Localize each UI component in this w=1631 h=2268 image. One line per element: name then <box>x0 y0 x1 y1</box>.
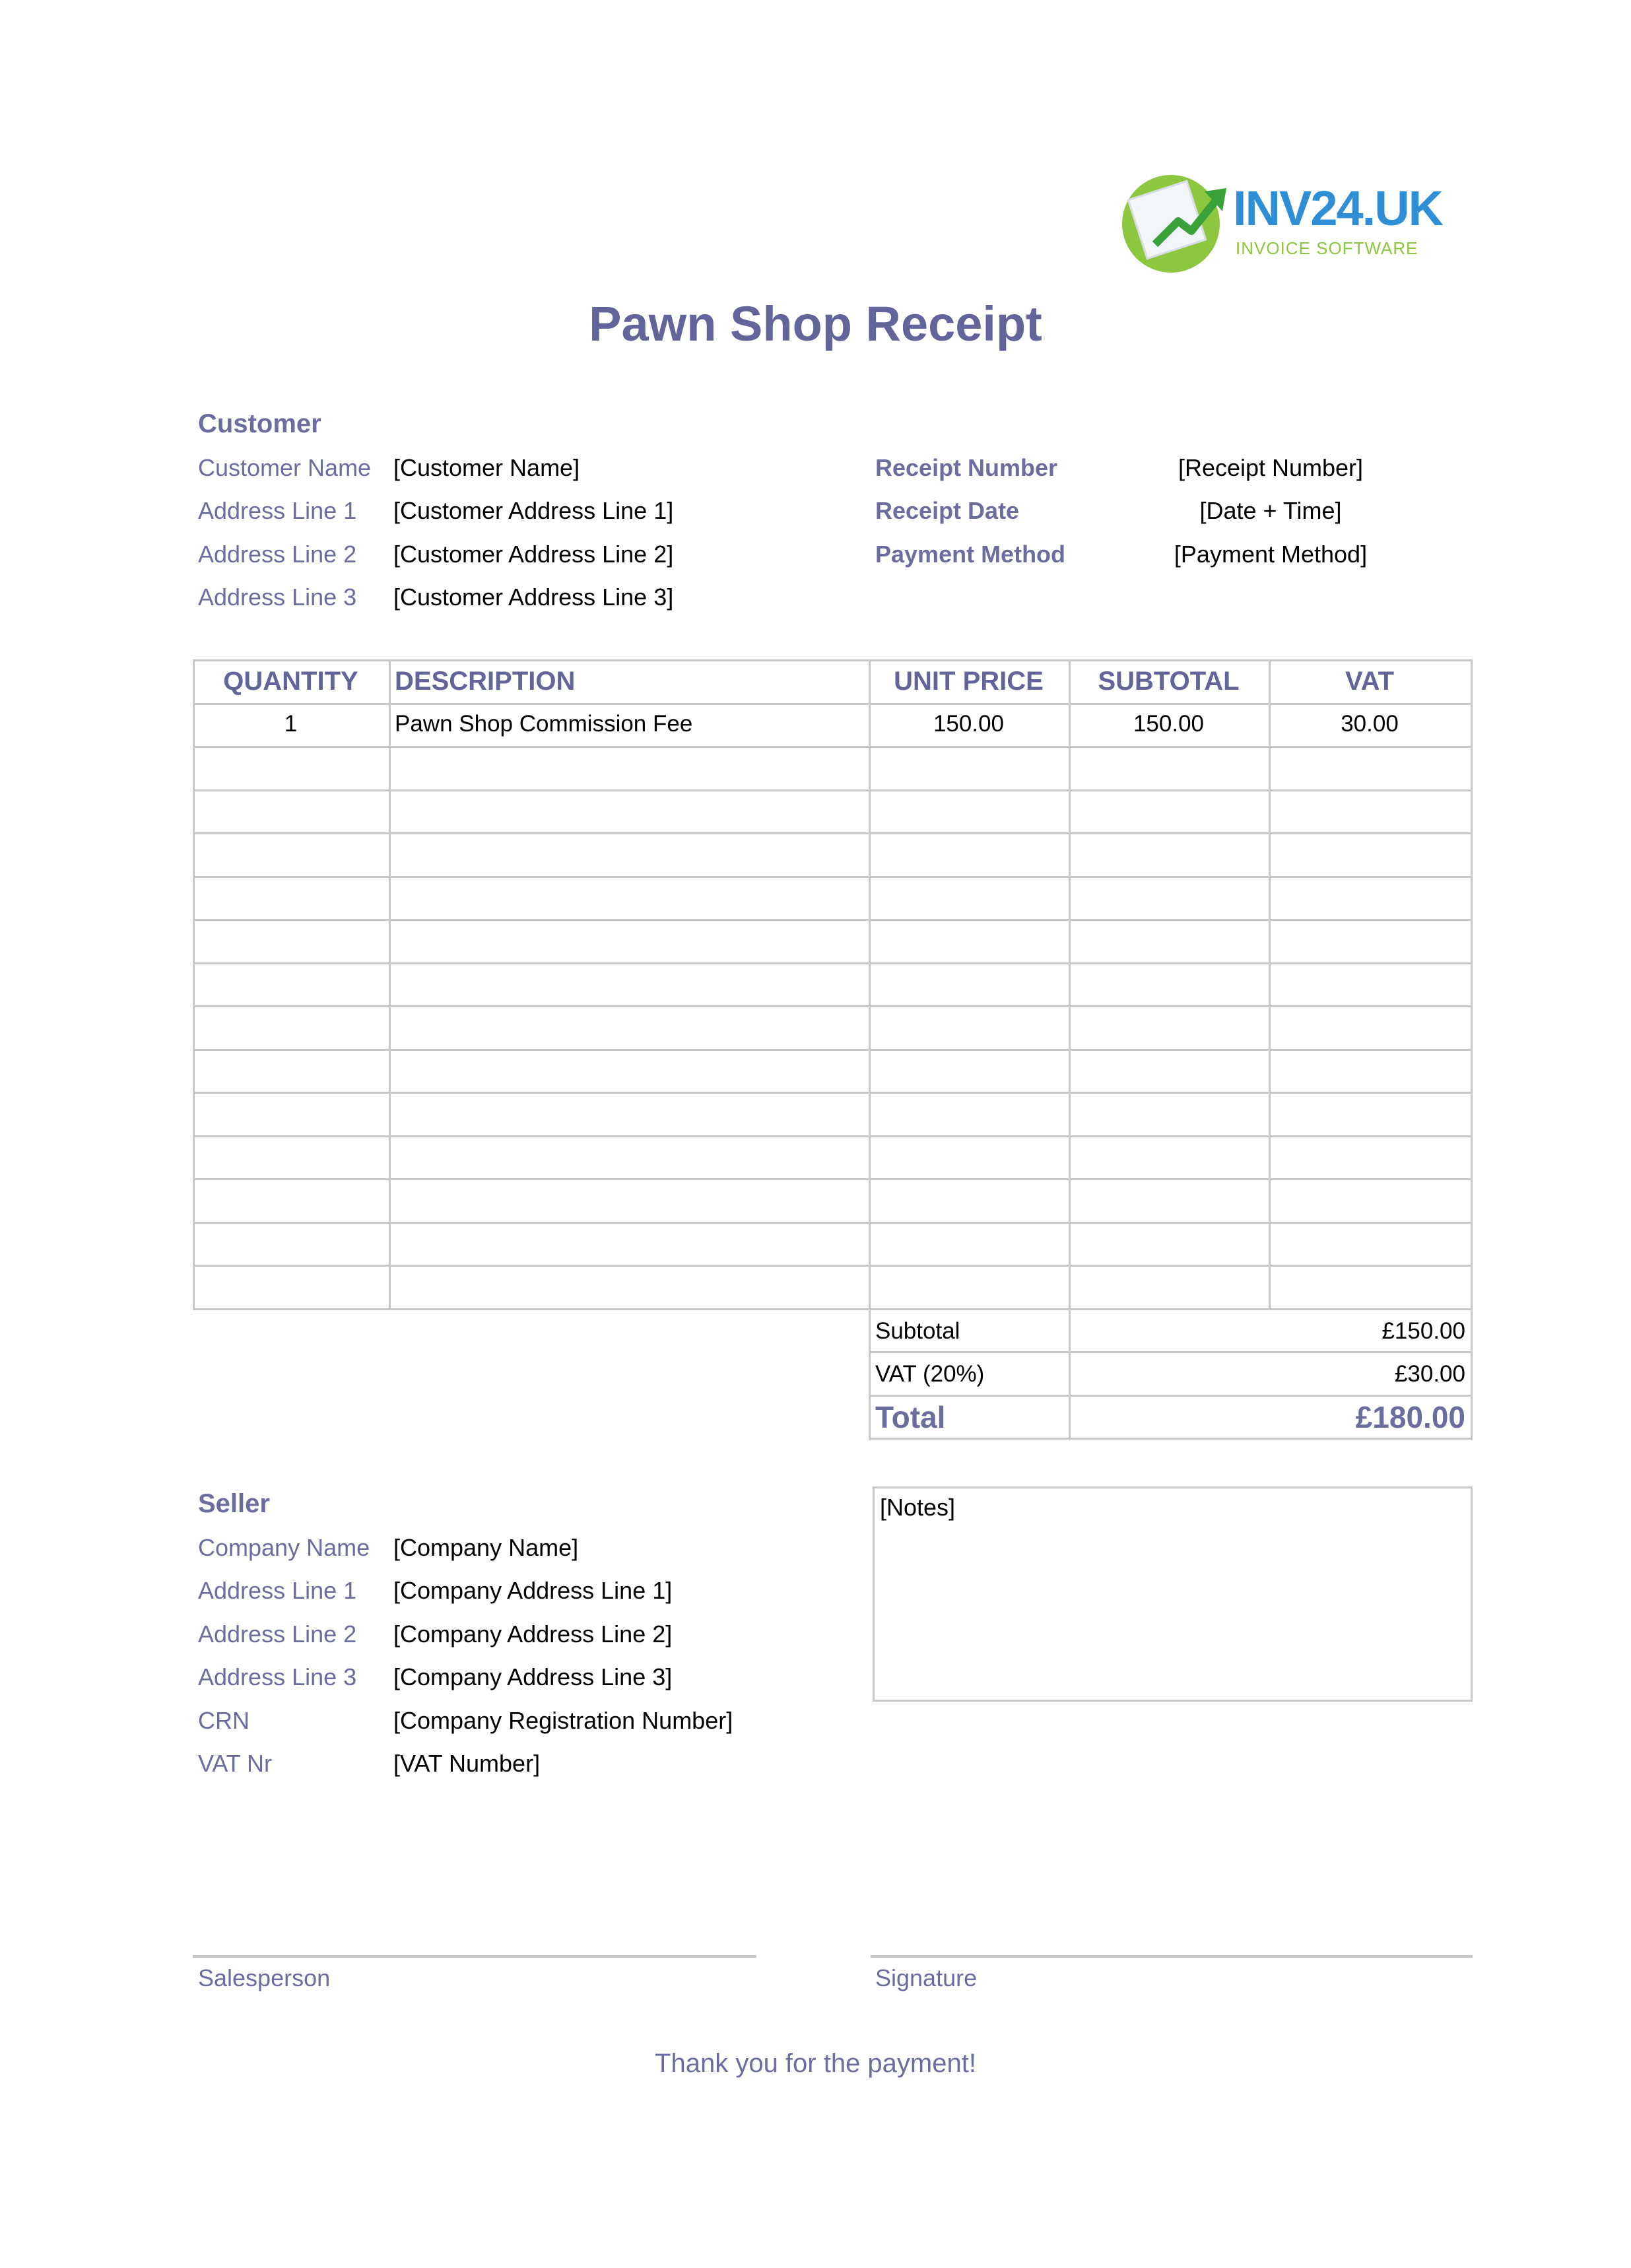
table-grid-line <box>193 962 1473 964</box>
crn-label: CRN <box>198 1707 250 1734</box>
customer-address2-label: Address Line 2 <box>198 541 357 568</box>
company-address2-label: Address Line 2 <box>198 1620 357 1648</box>
company-logo <box>1122 168 1443 274</box>
table-grid-line <box>193 919 1473 921</box>
company-address2-value: [Company Address Line 2] <box>393 1620 673 1648</box>
seller-heading: Seller <box>198 1489 270 1518</box>
table-grid-line <box>193 1005 1473 1007</box>
table-grid-line <box>193 1222 1473 1224</box>
company-address3-label: Address Line 3 <box>198 1663 357 1690</box>
table-grid-line <box>193 1092 1473 1094</box>
table-grid-line <box>193 1308 1473 1310</box>
vat-value: £30.00 <box>1394 1361 1465 1387</box>
company-name-label: Company Name <box>198 1534 370 1561</box>
header-quantity: QUANTITY <box>223 667 358 696</box>
header-vat: VAT <box>1345 667 1395 696</box>
company-address3-value: [Company Address Line 3] <box>393 1663 673 1690</box>
signature-label: Signature <box>875 1964 978 1991</box>
notes-box <box>873 1486 1473 1702</box>
header-unit-price: UNIT PRICE <box>894 667 1044 696</box>
page-title: Pawn Shop Receipt <box>589 296 1042 351</box>
salesperson-label: Salesperson <box>198 1964 331 1991</box>
salesperson-line <box>193 1955 756 1958</box>
vat-nr-value: [VAT Number] <box>393 1750 541 1777</box>
receipt-date-label: Receipt Date <box>875 497 1020 524</box>
payment-method-value: [Payment Method] <box>1174 541 1368 568</box>
logo-arrow-icon <box>1148 182 1228 254</box>
crn-value: [Company Registration Number] <box>393 1707 733 1734</box>
totals-grid-line <box>869 1351 1473 1353</box>
total-value: £180.00 <box>1355 1400 1465 1434</box>
table-grid-line <box>193 746 1473 748</box>
table-row-vat: 30.00 <box>1341 711 1399 737</box>
company-address1-label: Address Line 1 <box>198 1577 357 1604</box>
table-row-description: Pawn Shop Commission Fee <box>395 711 693 737</box>
customer-address2-value: [Customer Address Line 2] <box>393 541 674 568</box>
customer-name-value: [Customer Name] <box>393 454 580 481</box>
table-grid-line <box>193 1265 1473 1267</box>
table-grid-line <box>193 876 1473 878</box>
header-subtotal: SUBTOTAL <box>1098 667 1240 696</box>
vat-label: VAT (20%) <box>875 1361 985 1387</box>
logo-brand: INV24.UK <box>1233 181 1443 236</box>
table-grid-line <box>193 659 1473 661</box>
table-grid-line <box>193 1178 1473 1180</box>
table-grid-line <box>193 1135 1473 1137</box>
totals-grid-line <box>869 1395 1473 1397</box>
customer-name-label: Customer Name <box>198 454 372 481</box>
customer-address3-label: Address Line 3 <box>198 584 357 611</box>
customer-address3-value: [Customer Address Line 3] <box>393 584 674 611</box>
table-grid-line <box>193 789 1473 791</box>
total-label: Total <box>875 1400 946 1434</box>
vat-nr-label: VAT Nr <box>198 1750 273 1777</box>
customer-address1-label: Address Line 1 <box>198 497 357 524</box>
totals-grid-line <box>869 1438 1473 1440</box>
table-row-unit-price: 150.00 <box>933 711 1005 737</box>
table-row-subtotal: 150.00 <box>1133 711 1205 737</box>
footer-thanks: Thank you for the payment! <box>655 2049 976 2078</box>
subtotal-label: Subtotal <box>875 1318 960 1344</box>
receipt-date-value: [Date + Time] <box>1199 497 1342 524</box>
logo-tagline: INVOICE SOFTWARE <box>1236 238 1418 258</box>
table-row-quantity: 1 <box>284 711 298 737</box>
table-grid-line <box>193 1049 1473 1051</box>
customer-heading: Customer <box>198 409 321 438</box>
payment-method-label: Payment Method <box>875 541 1066 568</box>
customer-address1-value: [Customer Address Line 1] <box>393 497 674 524</box>
company-name-value: [Company Name] <box>393 1534 579 1561</box>
header-description: DESCRIPTION <box>395 667 576 696</box>
signature-line <box>871 1955 1473 1958</box>
table-grid-line <box>193 703 1473 705</box>
notes-text: [Notes] <box>880 1494 956 1521</box>
receipt-number-value: [Receipt Number] <box>1178 454 1364 481</box>
company-address1-value: [Company Address Line 1] <box>393 1577 673 1604</box>
subtotal-value: £150.00 <box>1381 1318 1465 1344</box>
table-grid-line <box>193 832 1473 834</box>
receipt-number-label: Receipt Number <box>875 454 1058 481</box>
